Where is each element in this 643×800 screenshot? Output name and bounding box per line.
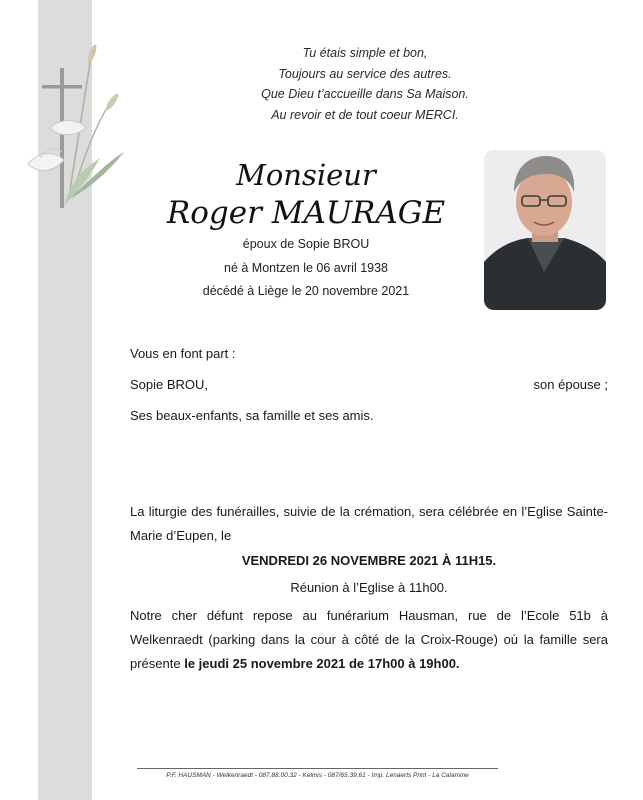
family-spouse-name: Sopie BROU, [130, 377, 209, 392]
ceremony-date: VENDREDI 26 NOVEMBRE 2021 À 11H15. [241, 553, 497, 568]
poem [230, 43, 500, 125]
cross-with-lilies-icon [20, 40, 130, 220]
family-intro: Vous en font part : [130, 346, 236, 361]
poem-line: Tu étais simple et bon, [302, 46, 428, 60]
visitation-paragraph [130, 604, 608, 676]
spouse-line: époux de Sopie BROU [242, 237, 370, 251]
footer-text: P.F. HAUSMAN - Welkenraedt - 087.88.00.32 - Kelmis - 087/65.39.61 - Imp. Lenaerts Print - La Calamine [166, 772, 469, 779]
died-line: décédé à Liège le 20 novembre 2021 [202, 284, 410, 298]
born-line: né à Montzen le 06 avril 1938 [224, 261, 388, 275]
ceremony-meeting: Réunion à l’Eglise à 11h00. [290, 580, 448, 595]
salutation: Monsieur [236, 158, 376, 192]
portrait-photo [484, 150, 606, 310]
deceased-name: Roger MAURAGE [166, 195, 446, 231]
family-others: Ses beaux-enfants, sa famille et ses amis. [130, 408, 374, 423]
footer-divider [137, 768, 498, 769]
ceremony-text: La liturgie des funérailles, suivie de la crémation, sera célébrée en l’Eglise Sainte-Marie d’Eupen, le [130, 504, 608, 543]
visitation-date: le jeudi 25 novembre 2021 de 17h00 à 19h00. [184, 656, 460, 671]
poem-line: Que Dieu t’accueille dans Sa Maison. [261, 87, 469, 101]
poem-line: Au revoir et de tout coeur MERCI. [271, 107, 459, 122]
poem-line: Toujours au service des autres. [278, 66, 452, 81]
visitation-text: Notre cher défunt repose au funérarium Hausman, rue de l’Ecole 51b à Welkenraedt (parking dans la cour à côté de la Croix-Rouge) où la famille sera présente [130, 608, 608, 671]
family-spouse-relation: son épouse ; [533, 377, 608, 392]
